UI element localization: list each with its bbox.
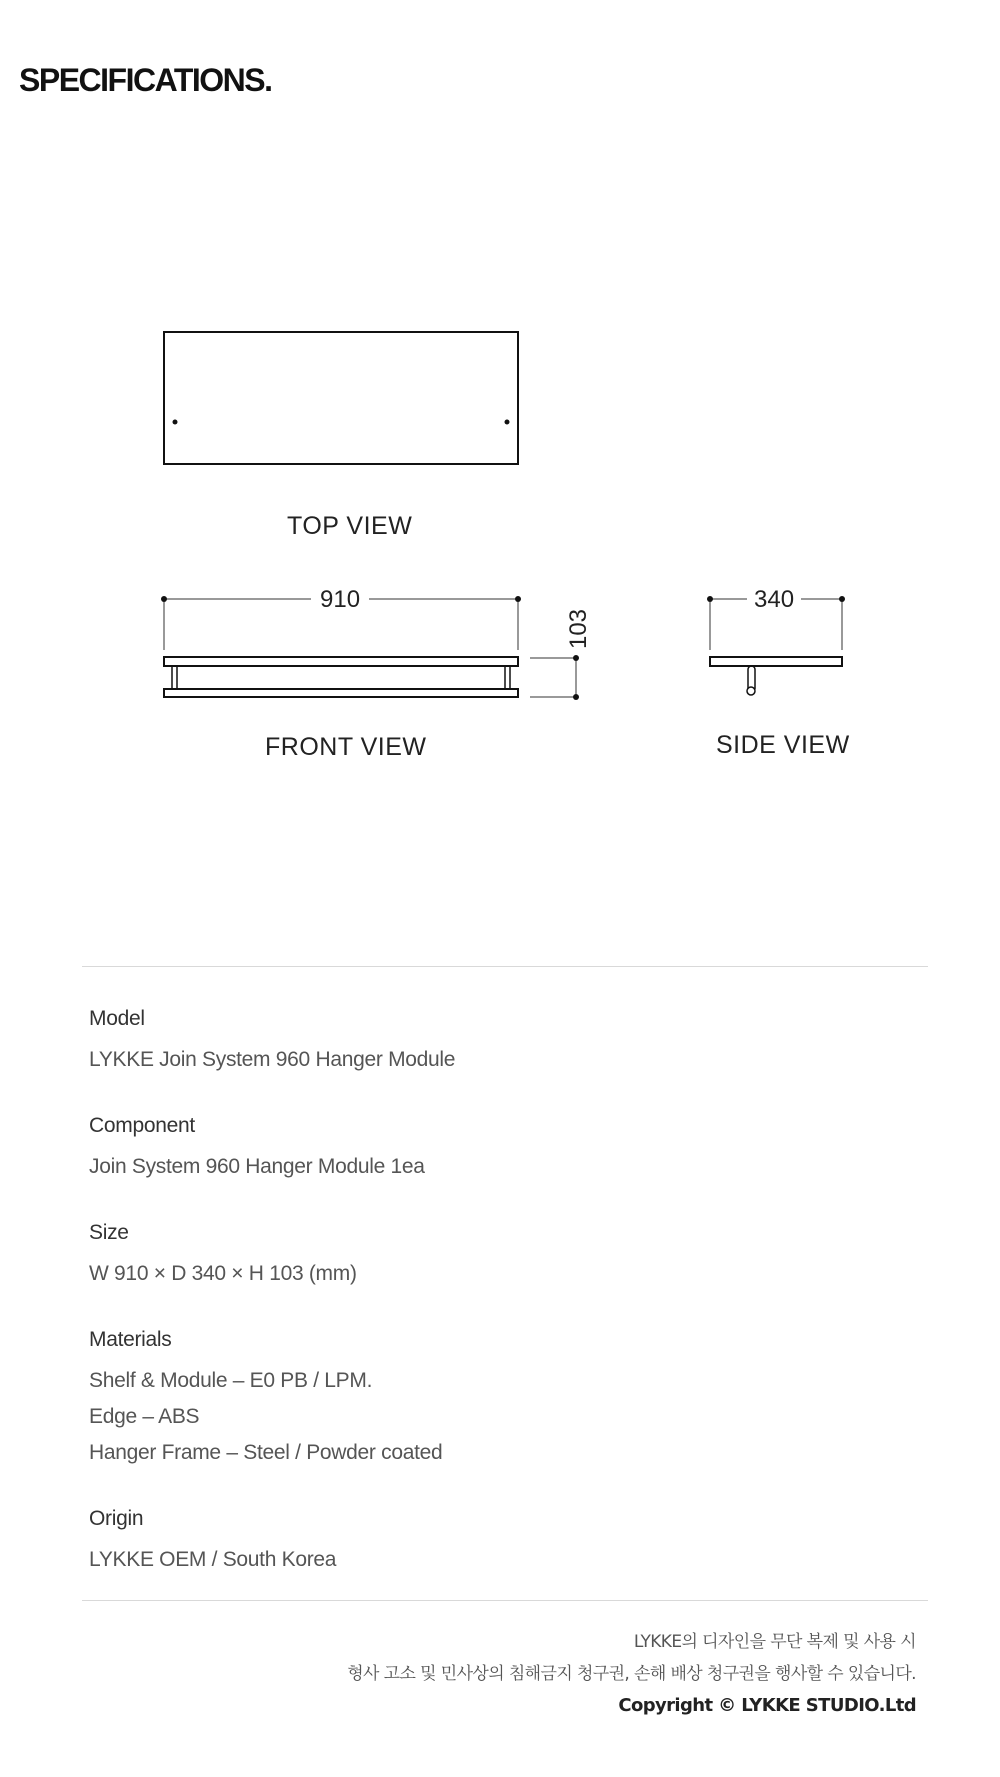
top-view-outline: [164, 332, 518, 464]
spec-label: Model: [89, 1007, 145, 1030]
spec-value: W 910 × D 340 × H 103 (mm): [89, 1262, 357, 1285]
front-view-label: FRONT VIEW: [265, 733, 427, 761]
side-view-label: SIDE VIEW: [716, 731, 850, 759]
side-view-shelf: [710, 657, 842, 666]
spec-value: LYKKE OEM / South Korea: [89, 1548, 337, 1571]
notice-line: LYKKE의 디자인을 무단 복제 및 사용 시: [633, 1632, 916, 1652]
notice-line: 형사 고소 및 민사상의 침해금지 청구권, 손해 배상 청구권을 행사할 수 있습니다.: [347, 1664, 916, 1684]
front-view-right-leg: [505, 666, 510, 689]
spec-label: Size: [89, 1221, 129, 1244]
spec-value: Join System 960 Hanger Module 1ea: [89, 1155, 425, 1178]
top-divider: [82, 966, 928, 967]
spec-component: [89, 1114, 425, 1185]
spec-model: [89, 1007, 455, 1078]
technical-drawing: [0, 0, 1000, 780]
front-view-rail: [164, 689, 518, 697]
spec-materials: [89, 1328, 442, 1471]
front-view-shelf: [164, 657, 518, 666]
spec-label: Component: [89, 1114, 195, 1137]
spec-label: Origin: [89, 1507, 144, 1530]
spec-label: Materials: [89, 1328, 172, 1351]
copyright-text: Copyright © LYKKE STUDIO.Ltd: [618, 1695, 916, 1716]
spec-origin: [89, 1507, 336, 1578]
page-title: SPECIFICATIONS.: [19, 62, 272, 98]
top-view-hole-right: [505, 420, 510, 425]
depth-dimension: 340: [747, 588, 801, 612]
spec-value: Edge – ABS: [89, 1405, 200, 1428]
top-view-label: TOP VIEW: [287, 512, 413, 540]
width-dimension: 910: [311, 588, 369, 612]
front-view-left-leg: [172, 666, 177, 689]
copyright-notice: [347, 1626, 916, 1722]
spec-size: [89, 1221, 357, 1292]
height-dimension: 103: [565, 608, 593, 650]
spec-value: Hanger Frame – Steel / Powder coated: [89, 1441, 443, 1464]
top-view-hole-left: [173, 420, 178, 425]
spec-value: LYKKE Join System 960 Hanger Module: [89, 1048, 456, 1071]
spec-value: Shelf & Module – E0 PB / LPM.: [89, 1369, 373, 1392]
bottom-divider: [82, 1600, 928, 1601]
